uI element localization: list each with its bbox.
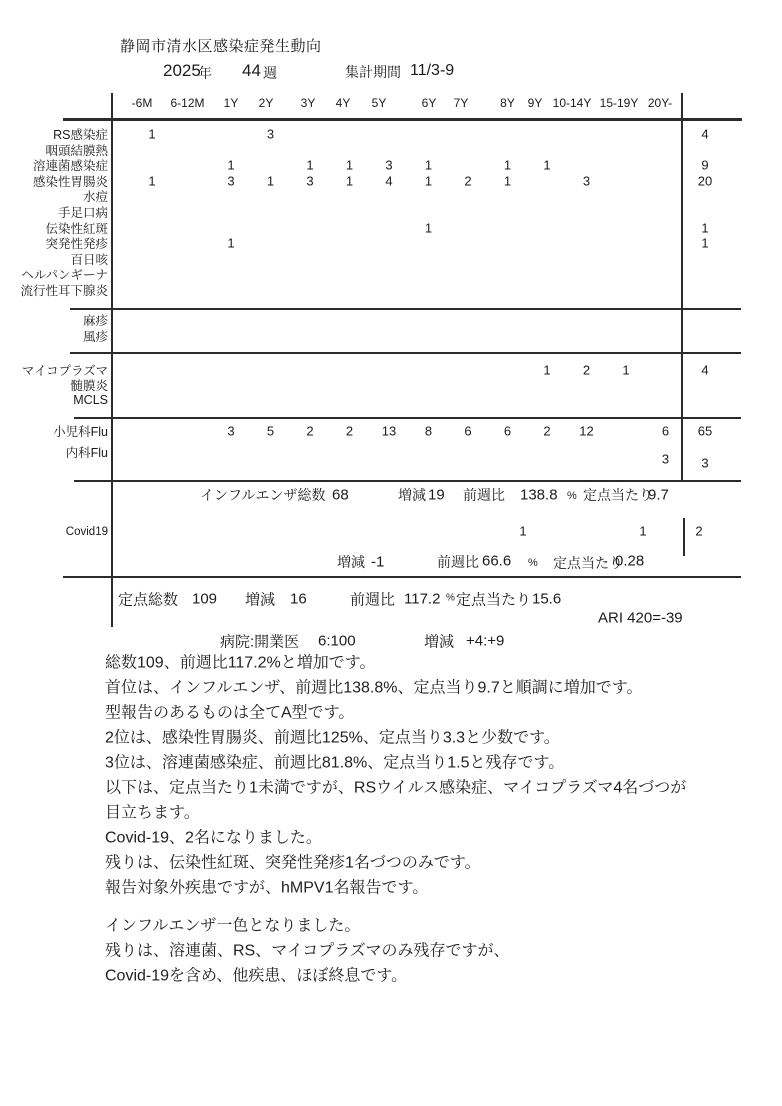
note-line: 残りは、伝染性紅斑、突発性発疹1名づつのみです。 (105, 854, 481, 872)
table-border-line (70, 308, 741, 310)
age-cell-value: 3 (227, 173, 235, 189)
age-cell-value: 3 (661, 451, 670, 467)
table-border-line (74, 480, 741, 482)
totals-diff-value: 16 (290, 590, 307, 608)
period-value: 11/3-9 (410, 62, 455, 79)
age-cell-value: 1 (424, 220, 433, 236)
age-cell-value: 12 (579, 423, 594, 439)
age-cell-value: 8 (424, 423, 433, 439)
flu-ratio-unit: % (567, 490, 577, 502)
totals-value: 109 (192, 590, 218, 608)
report-week-value: 44 (242, 61, 261, 80)
note-line: 2位は、感染性胃腸炎、前週比125%、定点当り3.3と少数です。 (105, 729, 560, 747)
hospital-diff-value: +4:+9 (466, 632, 505, 650)
table-border-line (74, 417, 741, 419)
note-line: 残りは、溶連菌、RS、マイコプラズマのみ残存ですが、 (105, 942, 510, 960)
disease-row-label: MCLS (73, 393, 108, 407)
covid-totals-divider-line (683, 518, 685, 556)
covid-per-label: 定点当たり (553, 555, 623, 571)
age-cell-value: 1 (266, 173, 275, 189)
covid-ratio-value: 66.6 (482, 552, 512, 570)
note-line: Covid-19、2名になりました。 (105, 829, 322, 847)
age-cell-value: 3 (306, 173, 314, 189)
totals-label: 定点総数 (118, 591, 179, 609)
report-year-label: 年 (198, 65, 212, 81)
note-line: 総数109、前週比117.2%と増加です。 (105, 654, 376, 672)
flu-ratio-label: 前週比 (463, 487, 505, 503)
age-cell-value: 2 (543, 423, 551, 439)
disease-row-label: 風疹 (82, 330, 108, 344)
disease-row-label: 感染性胃腸炎 (32, 174, 108, 189)
totals-ratio-unit: % (446, 592, 455, 604)
age-cell-value: 1 (503, 173, 512, 189)
age-column-header: 2Y (258, 96, 274, 110)
hospital-value: 6:100 (318, 632, 356, 650)
totals-divider-line (681, 93, 683, 481)
age-cell-value: 1 (543, 157, 551, 173)
ari-value: ARI 420=-39 (598, 609, 683, 627)
flu-total-label: インフルエンザ総数 (200, 487, 326, 503)
period-label: 集計期間 (345, 64, 401, 80)
table-border-line (70, 352, 741, 354)
disease-row-label: 手足口病 (57, 206, 108, 220)
age-cell-value: 1 (227, 157, 235, 173)
age-cell-value: 2 (464, 173, 472, 189)
covid-cell-value: 1 (639, 523, 647, 539)
covid-per-value: 0.28 (615, 552, 645, 570)
note-line: Covid-19を含め、他疾患、ほぼ終息です。 (105, 967, 408, 985)
note-line: 型報告のあるものは全てA型です。 (105, 704, 355, 722)
note-line: 3位は、溶連菌感染症、前週比81.8%、定点当り1.5と残存です。 (105, 754, 565, 772)
age-cell-value: 3 (582, 173, 591, 189)
covid-cell-value: 1 (519, 523, 527, 539)
age-cell-value: 1 (345, 157, 354, 173)
flu-ratio-value: 138.8 (520, 486, 558, 504)
disease-row-label: 小児科Flu (53, 425, 108, 439)
disease-row-label: ヘルパンギーナ (21, 268, 108, 283)
age-column-header: 4Y (335, 96, 351, 110)
row-total-value: 65 (697, 423, 713, 439)
age-cell-value: 6 (464, 423, 472, 439)
report-week-label: 週 (263, 65, 277, 81)
age-cell-value: 3 (227, 423, 235, 439)
age-cell-value: 1 (306, 157, 314, 173)
table-border-line (111, 93, 113, 627)
age-cell-value: 5 (266, 423, 275, 439)
row-total-value: 1 (701, 220, 709, 236)
age-cell-value: 1 (424, 173, 433, 189)
totals-per-value: 15.6 (532, 590, 562, 608)
age-column-header: 3Y (300, 96, 316, 110)
hospital-label: 病院:開業医 (220, 633, 300, 651)
table-border-line (63, 576, 741, 578)
age-column-header: 6Y (421, 96, 437, 110)
note-line: インフルエンザ一色となりました。 (105, 917, 361, 935)
row-total-value: 1 (701, 235, 709, 251)
disease-row-label: RS感染症 (53, 128, 108, 142)
age-cell-value: 1 (227, 235, 235, 251)
age-cell-value: 3 (266, 126, 275, 142)
age-column-header: -6M (131, 96, 153, 110)
age-column-header: 15-19Y (599, 96, 639, 110)
disease-row-label: 百日咳 (70, 252, 108, 267)
age-column-header: 5Y (371, 96, 387, 110)
age-cell-value: 13 (381, 423, 397, 439)
covid-row-label: Covid19 (65, 526, 108, 538)
disease-row-label: 溶連菌感染症 (32, 159, 108, 174)
disease-row-label: 麻疹 (82, 314, 108, 328)
disease-row-label: マイコプラズマ (21, 364, 108, 378)
covid-ratio-unit: % (528, 557, 538, 569)
age-cell-value: 1 (148, 173, 156, 189)
age-cell-value: 1 (424, 157, 433, 173)
flu-diff-label: 増減 (398, 487, 426, 503)
totals-ratio-value: 117.2 (404, 590, 441, 608)
age-cell-value: 2 (306, 423, 314, 439)
age-column-header: 1Y (223, 96, 239, 110)
disease-row-label: 髄膜炎 (70, 379, 108, 393)
note-line: 首位は、インフルエンザ、前週比138.8%、定点当り9.7と順調に増加です。 (105, 679, 643, 697)
covid-ratio-label: 前週比 (437, 554, 479, 570)
disease-row-label: 流行性耳下腺炎 (20, 284, 108, 298)
age-column-header: 20Y- (647, 96, 673, 110)
note-line: 以下は、定点当たり1未満ですが、RSウイルス感染症、マイコプラズマ4名づつが (105, 779, 687, 797)
covid-diff-label: 増減 (337, 554, 365, 570)
age-cell-value: 1 (543, 362, 551, 378)
age-cell-value: 1 (345, 173, 354, 189)
age-cell-value: 2 (345, 423, 354, 439)
totals-ratio-label: 前週比 (350, 591, 396, 609)
covid-diff-value: -1 (371, 553, 385, 571)
flu-diff-value: 19 (428, 486, 445, 504)
flu-per-label: 定点当たり (583, 487, 653, 503)
row-total-value: 3 (701, 455, 709, 471)
note-line: 報告対象外疾患ですが、hMPV1名報告です。 (105, 879, 429, 897)
totals-diff-label: 増減 (245, 591, 276, 609)
table-border-line (63, 118, 742, 121)
totals-per-label: 定点当たり (456, 591, 532, 609)
age-cell-value: 4 (385, 173, 393, 189)
row-total-value: 4 (701, 126, 709, 142)
age-cell-value: 6 (503, 423, 512, 439)
report-title: 静岡市清水区感染症発生動向 (120, 38, 322, 55)
age-cell-value: 1 (622, 362, 630, 378)
age-column-header: 8Y (500, 96, 515, 110)
report-year-value: 2025 (163, 61, 201, 80)
flu-per-value: 9.7 (648, 486, 669, 504)
flu-total-value: 68 (332, 486, 349, 504)
age-column-header: 9Y (527, 96, 543, 110)
disease-row-label: 咽頭結膜熱 (45, 143, 108, 158)
disease-row-label: 水痘 (82, 190, 108, 205)
age-cell-value: 6 (661, 423, 670, 439)
disease-row-label: 突発性発疹 (45, 237, 108, 252)
age-cell-value: 1 (503, 157, 512, 173)
age-cell-value: 2 (582, 362, 591, 378)
age-column-header: 10-14Y (552, 96, 592, 110)
disease-row-label: 伝染性紅斑 (45, 221, 108, 236)
disease-row-label: 内科Flu (65, 446, 108, 460)
age-column-header: 6-12M (170, 96, 205, 110)
age-column-header: 7Y (453, 96, 469, 110)
age-cell-value: 3 (385, 157, 393, 173)
row-total-value: 4 (701, 362, 709, 378)
row-total-value: 20 (697, 173, 713, 189)
age-cell-value: 1 (148, 126, 156, 142)
covid-row-total: 2 (695, 523, 703, 539)
note-line: 目立ちます。 (105, 804, 200, 822)
hospital-diff-label: 増減 (424, 633, 455, 651)
row-total-value: 9 (701, 157, 709, 173)
